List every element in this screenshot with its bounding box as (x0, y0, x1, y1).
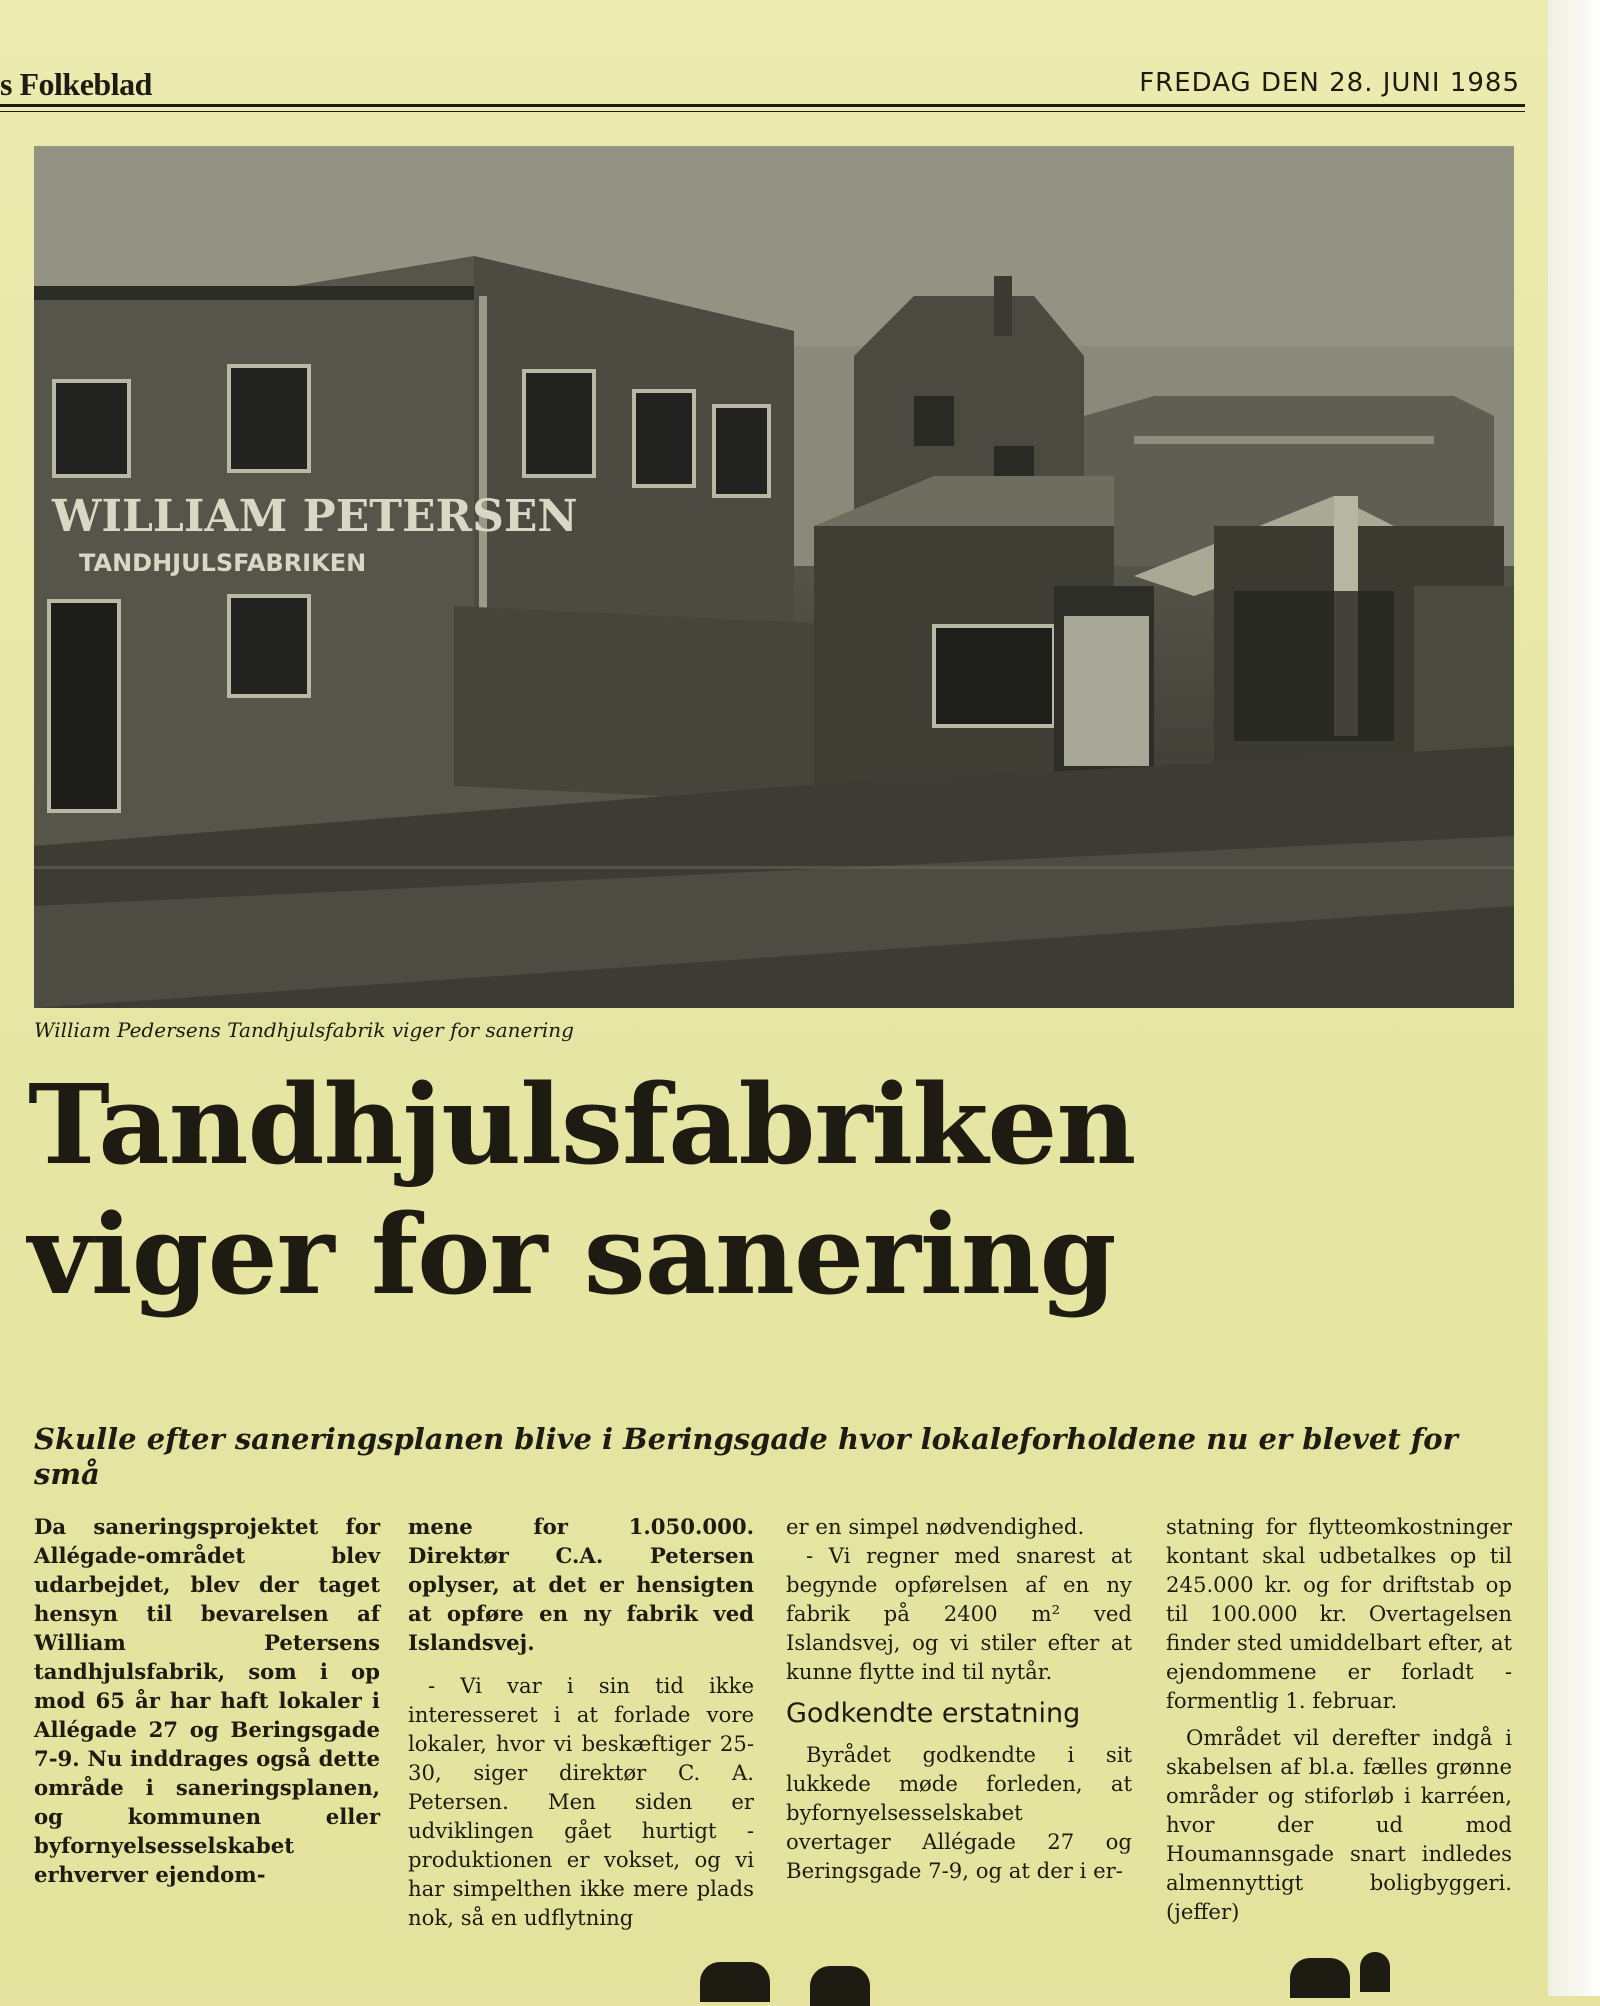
letter-fragment (1290, 1958, 1350, 1998)
factory-photo-drawing (34, 146, 1514, 1008)
scan-edge (1548, 0, 1600, 1996)
article-paragraph: statning for flytteomkostninger kontant skal udbetalkes op til 245.000 kr. og for driftstab op til 100.000 kr. Overtagelsen finder sted umiddelbart efter, at ejendommene er forladt - formentlig 1. februar. (1166, 1514, 1512, 1713)
factory-photo (34, 146, 1514, 1008)
newspaper-name: s Folkeblad (0, 66, 152, 102)
article-paragraph: Området vil derefter indgå i skabelsen af bl.a. fælles grønne områder og stiforløb i karréen, hvor der ud mod Houmannsgade snart indledes almennyttigt boligbyggeri. (jeffer) (1166, 1725, 1512, 1924)
article-paragraph: Byrådet godkendte i sit lukkede møde forleden, at byfornyelsesselskabet overtager Allégade 27 og Beringsgade 7-9, og at der i er- (786, 1742, 1132, 1883)
article-subheading: Godkendte erstatning (786, 1698, 1081, 1729)
article-lead-paragraph: Da saneringsprojektet for Allégade-området blev udarbejdet, blev der taget hensyn til bevarelsen af William Petersens tandhjulsfabrik, som i op mod 65 år har haft lokaler i Allégade 27 og Beringsgade 7-9. Nu inddrages også dette område i saneringsplanen, og kommunen eller byfornyelsesselskabet erhverver ejendom- (34, 1514, 380, 1887)
letter-fragment (700, 1962, 770, 2002)
headline-line-1: Tandhjulsfabriken (28, 1060, 1136, 1189)
masthead-rule (0, 104, 1525, 107)
letter-fragment (1360, 1952, 1390, 1992)
article-column-2 (408, 1512, 754, 1932)
next-article-fragment (0, 1966, 1548, 1996)
article-column-3 (786, 1512, 1132, 1885)
photo-caption: William Pedersens Tandhjulsfabrik viger for sanering (34, 1018, 574, 1042)
article-paragraph: er en simpel nødvendighed. (786, 1514, 1085, 1539)
article-paragraph: - Vi regner med snarest at begynde opførelsen af en ny fabrik på 2400 m² ved Islandsvej, og vi stiler efter at kunne flytte ind til nytår. (786, 1543, 1132, 1684)
masthead-rule-thin (0, 111, 1525, 112)
article-column-4 (1166, 1512, 1512, 1926)
headline (28, 1060, 1508, 1320)
letter-fragment (810, 1966, 870, 2006)
factory-sign-subtitle: TANDHJULSFABRIKEN (79, 549, 367, 577)
article-column-1 (34, 1512, 380, 1889)
headline-line-2: viger for sanering (28, 1189, 1116, 1319)
article-lead-continuation: mene for 1.050.000. Direktør C.A. Petersen oplyser, at det er hensigten at opføre en ny fabrik ved Islandsvej. (408, 1514, 754, 1655)
article-deck: Skulle efter saneringsplanen blive i Beringsgade hvor lokaleforholdene nu er blevet for små (34, 1422, 1458, 1491)
issue-date: FREDAG DEN 28. JUNI 1985 (1139, 68, 1520, 98)
factory-sign-name: WILLIAM PETERSEN (52, 491, 578, 542)
article-paragraph: - Vi var i sin tid ikke interesseret i at forlade vore lokaler, hvor vi beskæftiger 25-30, siger direktør C. A. Petersen. Men siden er udviklingen gået hurtigt - produktionen er vokset, og vi har simpelthen ikke mere plads nok, så en udflytning (408, 1673, 754, 1930)
